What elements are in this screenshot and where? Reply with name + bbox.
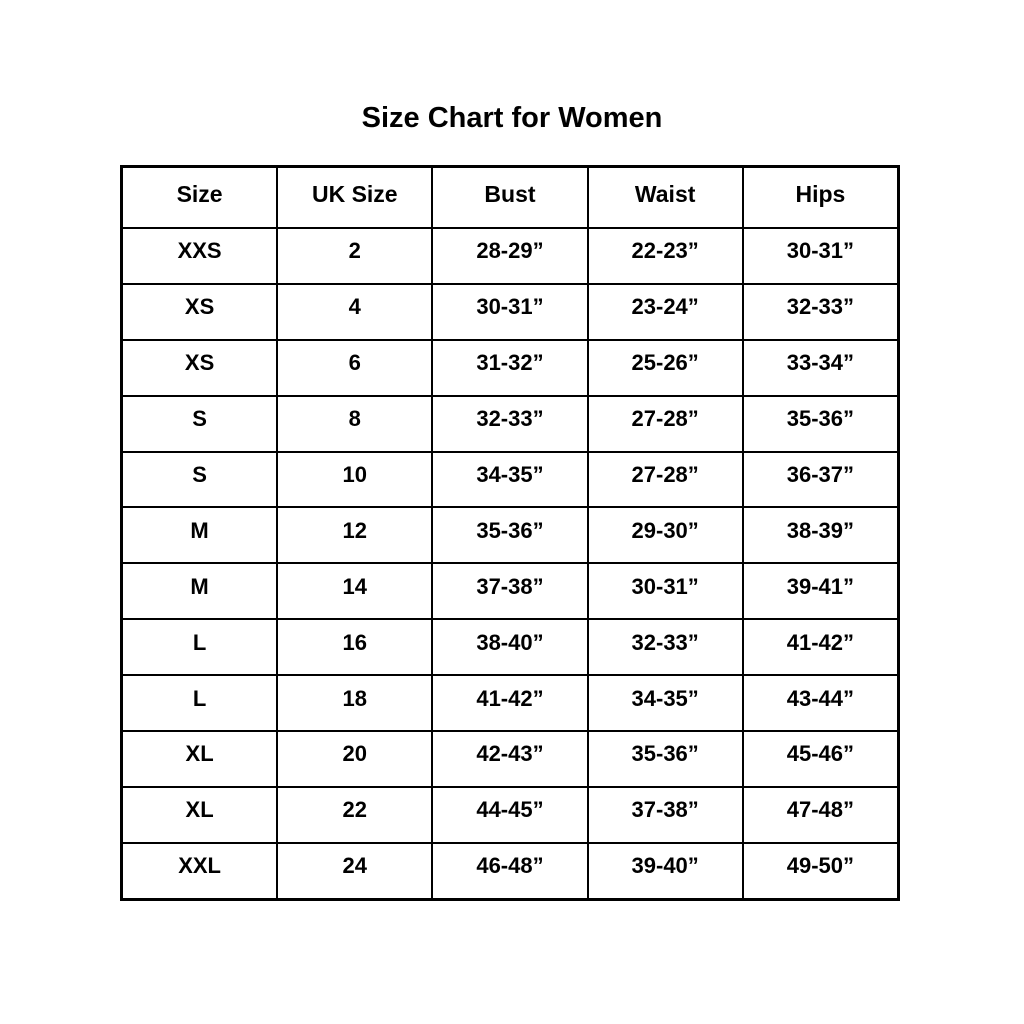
column-header-size: Size: [122, 167, 278, 229]
table-cell: 28-29”: [432, 228, 587, 284]
table-header: [122, 167, 899, 229]
table-row: [122, 675, 899, 731]
size-chart-table: [120, 165, 900, 901]
table-cell: 37-38”: [588, 787, 743, 843]
table-row: [122, 787, 899, 843]
table-cell: 25-26”: [588, 340, 743, 396]
table-cell: 39-41”: [743, 563, 899, 619]
table-cell: 24: [277, 843, 432, 900]
column-header-hips: Hips: [743, 167, 899, 229]
table-cell: 34-35”: [432, 452, 587, 508]
table-cell: 27-28”: [588, 396, 743, 452]
table-cell: 22: [277, 787, 432, 843]
table-row: [122, 340, 899, 396]
table-row: [122, 228, 899, 284]
table-cell: 20: [277, 731, 432, 787]
table-cell: XXL: [122, 843, 278, 900]
table-cell: 35-36”: [432, 507, 587, 563]
table-cell: 45-46”: [743, 731, 899, 787]
table-cell: 43-44”: [743, 675, 899, 731]
table-row: [122, 452, 899, 508]
table-cell: 44-45”: [432, 787, 587, 843]
table-cell: 22-23”: [588, 228, 743, 284]
table-cell: 35-36”: [588, 731, 743, 787]
table-cell: 30-31”: [588, 563, 743, 619]
table-cell: 30-31”: [432, 284, 587, 340]
column-header-uk-size: UK Size: [277, 167, 432, 229]
table-row: [122, 507, 899, 563]
table-cell: M: [122, 507, 278, 563]
table-cell: 38-39”: [743, 507, 899, 563]
table-cell: 46-48”: [432, 843, 587, 900]
table-row: [122, 396, 899, 452]
table-cell: S: [122, 452, 278, 508]
table-cell: 42-43”: [432, 731, 587, 787]
table-cell: 10: [277, 452, 432, 508]
table-row: [122, 731, 899, 787]
column-header-bust: Bust: [432, 167, 587, 229]
table-cell: 38-40”: [432, 619, 587, 675]
table-cell: 14: [277, 563, 432, 619]
table-cell: XL: [122, 787, 278, 843]
table-cell: 8: [277, 396, 432, 452]
table-cell: 35-36”: [743, 396, 899, 452]
table-cell: 27-28”: [588, 452, 743, 508]
table-cell: L: [122, 675, 278, 731]
header-row: [122, 167, 899, 229]
table-row: [122, 843, 899, 900]
table-cell: 2: [277, 228, 432, 284]
table-cell: 49-50”: [743, 843, 899, 900]
table-cell: 18: [277, 675, 432, 731]
table-cell: 41-42”: [743, 619, 899, 675]
table-cell: 4: [277, 284, 432, 340]
table-cell: 33-34”: [743, 340, 899, 396]
table-cell: L: [122, 619, 278, 675]
table-row: [122, 284, 899, 340]
table-row: [122, 563, 899, 619]
table-cell: 6: [277, 340, 432, 396]
column-header-waist: Waist: [588, 167, 743, 229]
table-cell: 32-33”: [588, 619, 743, 675]
table-row: [122, 619, 899, 675]
table-cell: S: [122, 396, 278, 452]
table-cell: XS: [122, 284, 278, 340]
table-cell: 41-42”: [432, 675, 587, 731]
table-cell: 32-33”: [432, 396, 587, 452]
table-cell: 12: [277, 507, 432, 563]
table-cell: 32-33”: [743, 284, 899, 340]
table-cell: 16: [277, 619, 432, 675]
table-cell: XL: [122, 731, 278, 787]
table-cell: 30-31”: [743, 228, 899, 284]
table-cell: 47-48”: [743, 787, 899, 843]
table-cell: 37-38”: [432, 563, 587, 619]
table-cell: XXS: [122, 228, 278, 284]
table-cell: 34-35”: [588, 675, 743, 731]
table-cell: XS: [122, 340, 278, 396]
table-cell: 36-37”: [743, 452, 899, 508]
table-cell: M: [122, 563, 278, 619]
table-body: [122, 228, 899, 900]
table-cell: 31-32”: [432, 340, 587, 396]
table-cell: 29-30”: [588, 507, 743, 563]
table-cell: 23-24”: [588, 284, 743, 340]
table-cell: 39-40”: [588, 843, 743, 900]
page-title: Size Chart for Women: [361, 102, 663, 134]
